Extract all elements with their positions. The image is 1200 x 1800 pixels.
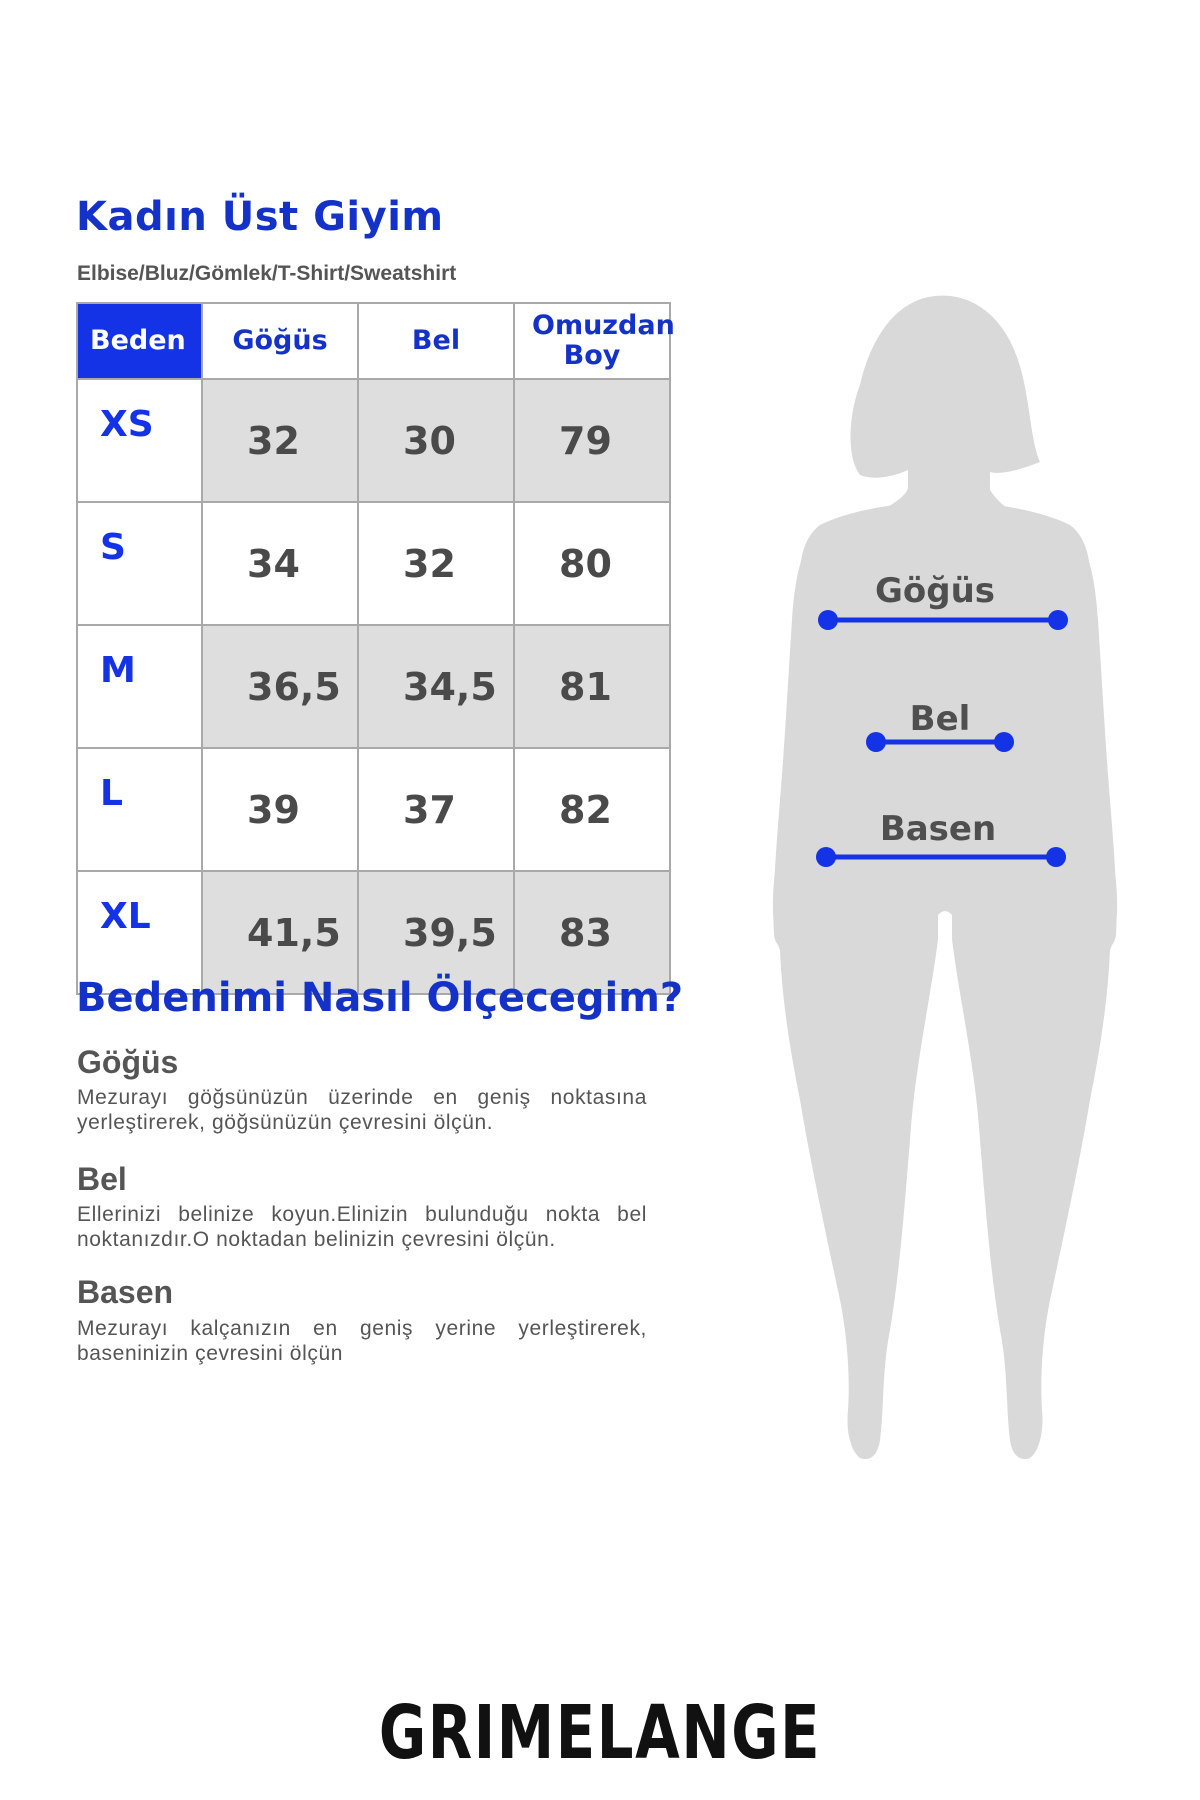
guide-title: Bedenimi Nasıl Ölçecegim?: [76, 975, 684, 1021]
gogus-cell: 32: [202, 379, 358, 502]
table-row: [77, 502, 670, 625]
table-row: [77, 625, 670, 748]
table-header-row: [77, 303, 670, 379]
guide-heading-bel: Bel: [77, 1161, 127, 1197]
head-shape: [851, 296, 1040, 512]
boy-cell: 79: [514, 379, 670, 502]
guide-heading-basen: Basen: [77, 1274, 174, 1310]
bel-cell: 30: [358, 379, 514, 502]
column-header-bel: Bel: [358, 303, 514, 379]
gogus-cell: 41,5: [202, 871, 358, 994]
bel-cell: 39,5: [358, 871, 514, 994]
brand-logo: GRIMELANGE: [378, 1690, 822, 1776]
guide-text-gogus: Mezurayı göğsünüzün üzerinde en geniş noktasına yerleştirerek, göğsünüzün çevresini ölçün.: [77, 1086, 647, 1134]
size-cell: S: [77, 502, 202, 625]
size-cell: M: [77, 625, 202, 748]
boy-cell: 82: [514, 748, 670, 871]
size-cell: XS: [77, 379, 202, 502]
column-header-gogus: Göğüs: [202, 303, 358, 379]
page-subtitle: Elbise/Bluz/Gömlek/T-Shirt/Sweatshirt: [77, 262, 457, 285]
column-header-beden: Beden: [77, 303, 202, 379]
boy-cell: 81: [514, 625, 670, 748]
guide-heading-gogus: Göğüs: [77, 1044, 179, 1080]
gogus-dot-right: [1048, 610, 1068, 630]
size-cell: XL: [77, 871, 202, 994]
gogus-cell: 39: [202, 748, 358, 871]
gogus-cell: 36,5: [202, 625, 358, 748]
gogus-cell: 34: [202, 502, 358, 625]
body-silhouette-figure: [760, 280, 1140, 1480]
page-title: Kadın Üst Giyim: [76, 194, 444, 240]
leg-gap: [938, 911, 952, 1100]
boy-cell: 83: [514, 871, 670, 994]
bel-dot-left: [866, 732, 886, 752]
guide-text-basen: Mezurayı kalçanızın en geniş yerine yerleştirerek, baseninizin çevresini ölçün: [77, 1317, 647, 1365]
gogus-dot-left: [818, 610, 838, 630]
figure-label-basen: Basen: [879, 809, 997, 849]
column-header-boy-label: Omuzdan Boy: [532, 310, 675, 371]
size-cell: L: [77, 748, 202, 871]
bel-dot-right: [994, 732, 1014, 752]
figure-label-bel: Bel: [909, 699, 971, 739]
basen-dot-right: [1046, 847, 1066, 867]
bel-cell: 32: [358, 502, 514, 625]
table-row: [77, 748, 670, 871]
bel-cell: 37: [358, 748, 514, 871]
size-table: [76, 302, 675, 995]
boy-cell: 80: [514, 502, 670, 625]
column-header-boy: [514, 303, 675, 379]
guide-text-bel: Ellerinizi belinize koyun.Elinizin bulunduğu nokta bel noktanızdır.O noktadan belinizin çevresini ölçün.: [77, 1203, 647, 1251]
body-silhouette: [773, 296, 1117, 1459]
figure-label-gogus: Göğüs: [874, 571, 996, 611]
table-row: [77, 379, 670, 502]
bel-cell: 34,5: [358, 625, 514, 748]
basen-dot-left: [816, 847, 836, 867]
leg-gap-shape: [938, 911, 952, 1100]
